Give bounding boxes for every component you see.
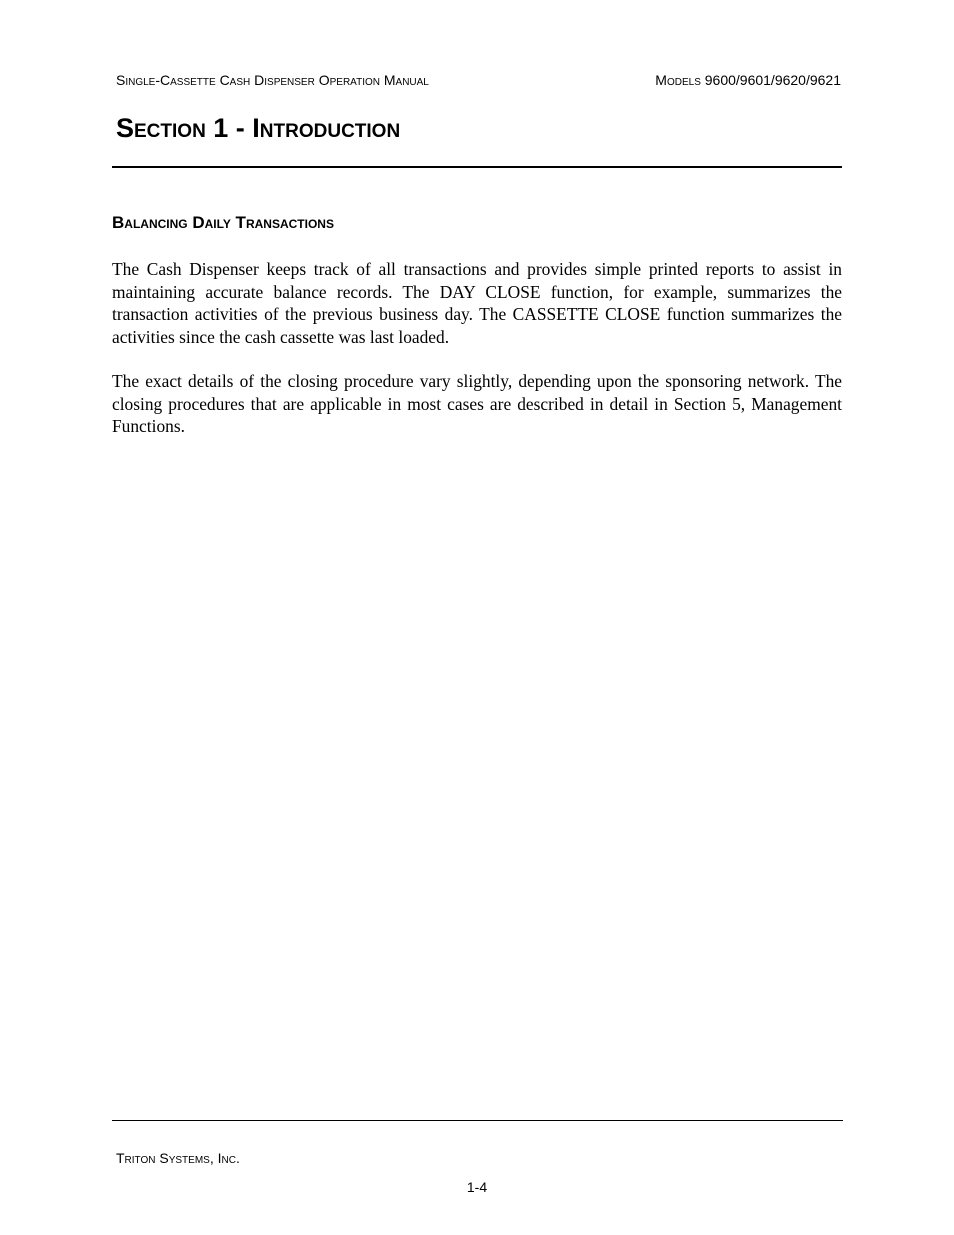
- footer-company-name: Triton Systems, Inc.: [116, 1150, 240, 1166]
- section-title: Section 1 - Introduction: [116, 113, 401, 143]
- manual-title: Single-Cassette Cash Dispenser Operation Manual: [116, 72, 429, 88]
- body-paragraph: The Cash Dispenser keeps track of all transactions and provides simple printed reports to assist in maintaining accurate balance records. The DAY CLOSE function, for example, summarizes the transaction activities of the previous business day. The CASSETTE CLOSE function summarizes the activities since the cash cassette was last loaded.: [112, 259, 842, 347]
- model-numbers: Models 9600/9601/9620/9621: [655, 72, 841, 88]
- body-paragraph: The exact details of the closing procedure vary slightly, depending upon the sponsoring network. The closing procedures that are applicable in most cases are described in detail in Section 5, Management Functions.: [112, 371, 842, 436]
- running-header: [116, 71, 841, 89]
- subsection-heading: Balancing Daily Transactions: [112, 213, 334, 232]
- title-divider: [112, 166, 842, 168]
- footer-divider: [112, 1120, 843, 1121]
- page-number: 1-4: [466, 1179, 488, 1195]
